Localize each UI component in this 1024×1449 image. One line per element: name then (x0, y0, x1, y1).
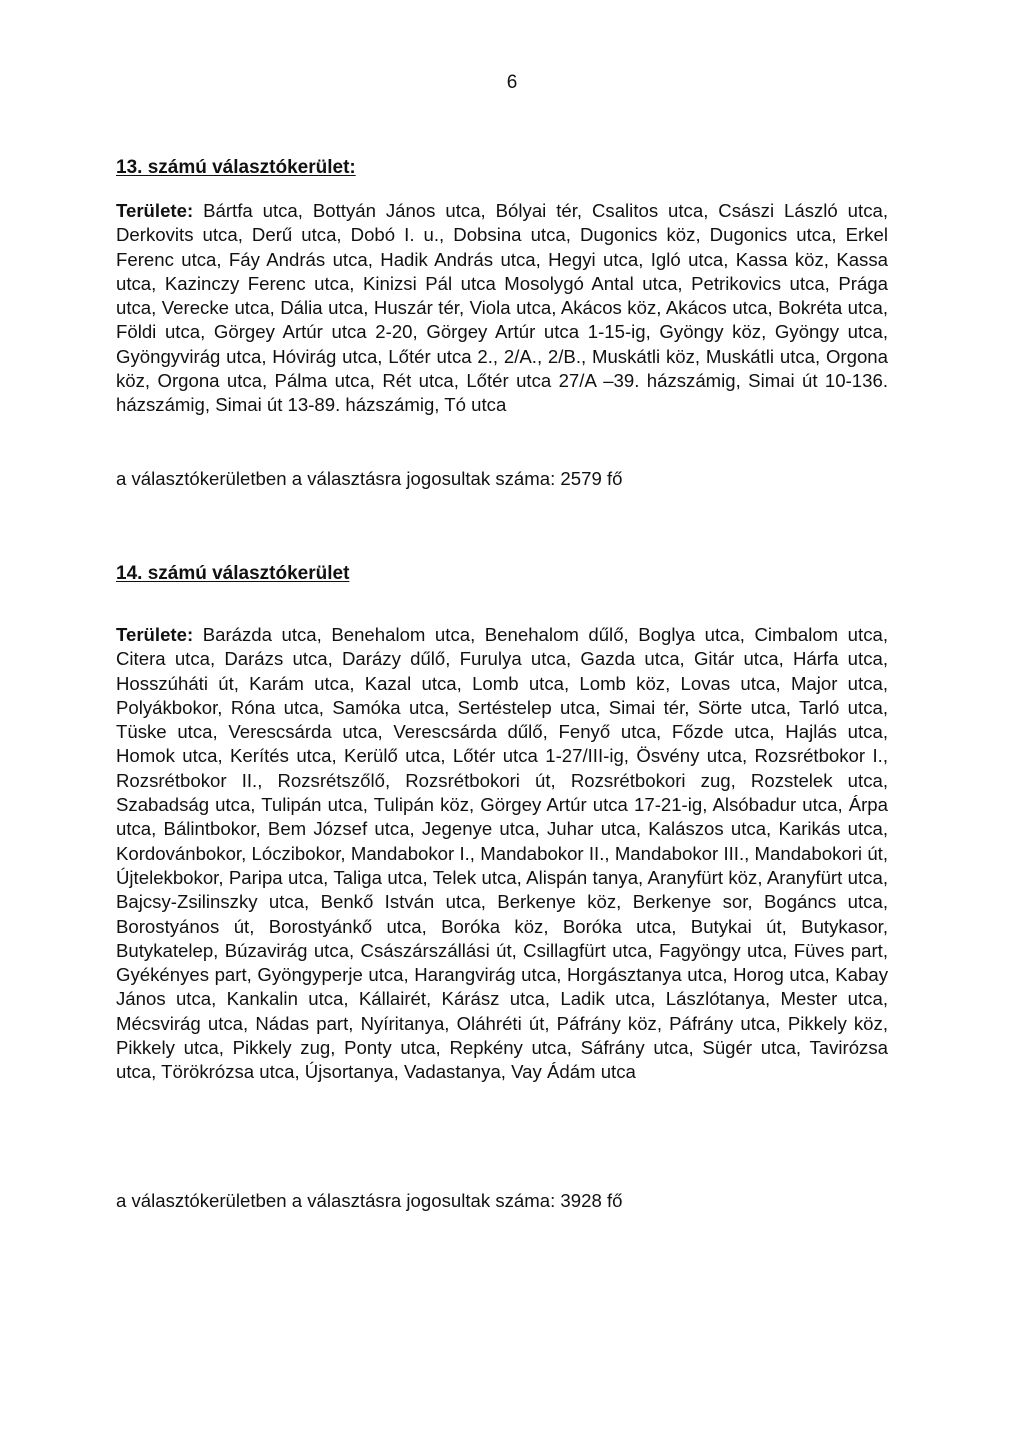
area-streets: Barázda utca, Benehalom utca, Benehalom dűlő, Boglya utca, Cimbalom utca, Citera utca, Darázs utca, Darázy dűlő, Furulya utca, Gazda utca, Gitár utca, Hárfa utca, Hosszúháti út, Karám utca, Kazal utca, Lomb utca, Lomb köz, Lovas utca, Major utca, Polyákbokor, Róna utca, Samóka utca, Sertéstelep utca, Simai tér, Sörte utca, Tarló utca, Tüske utca, Verescsárda utca, Verescsárda dűlő, Fenyő utca, Főzde utca, Hajlás utca, Homok utca, Kerítés utca, Kerülő utca, Lőtér utca 1-27/III-ig, Ösvény utca, Rozsrétbokor I., Rozsrétbokor II., Rozsrétszőlő, Rozsrétbokori út, Rozsrétbokori zug, Rozstelek utca, Szabadság utca, Tulipán utca, Tulipán köz, Görgey Artúr utca 17-21-ig, Alsóbadur utca, Árpa utca, Bálintbokor, Bem József utca, Jegenye utca, Juhar utca, Kalászos utca, Karikás utca, Kordovánbokor, Lóczibokor, Mandabokor I., Mandabokor II., Mandabokor III., Mandabokori út, Újtelekbokor, Paripa utca, Taliga utca, Telek utca, Alispán tanya, Aranyfürt köz, Aranyfürt utca, Bajcsy-Zsilinszky utca, Benkő István utca, Berkenye köz, Berkenye sor, Bogáncs utca, Borostyános út, Borostyánkő utca, Boróka köz, Boróka utca, Butykai út, Butykasor, Butykatelep, Búzavirág utca, Császárszállási út, Csillagfürt utca, Fagyöngy utca, Füves part, Gyékényes part, Gyöngyperje utca, Harangvirág utca, Horgásztanya utca, Horog utca, Kabay János utca, Kankalin utca, Kállairét, Kárász utca, Ladik utca, Lászlótanya, Mester utca, Mécsvirág utca, Nádas part, Nyíritanya, Oláhréti út, Páfrány köz, Páfrány utca, Pikkely köz, Pikkely utca, Pikkely zug, Ponty utca, Repkény utca, Sáfrány utca, Sügér utca, Tavirózsa utca, Törökrózsa utca, Újsortanya, Vadastanya, Vay Ádám utca (116, 624, 888, 1083)
eligible-voters-count: a választókerületben a választásra jogosultak száma: 2579 fő (116, 468, 623, 489)
district-heading: 13. számú választókerület: (116, 157, 356, 178)
area-label: Területe: (116, 624, 194, 645)
district-heading: 14. számú választókerület (116, 563, 350, 584)
district-area (116, 199, 888, 418)
area-streets: Bártfa utca, Bottyán János utca, Bólyai tér, Csalitos utca, Császi László utca, Derkovits utca, Derű utca, Dobó I. u., Dobsina utca, Dugonics köz, Dugonics utca, Erkel Ferenc utca, Fáy András utca, Hadik András utca, Hegyi utca, Igló utca, Kassa köz, Kassa utca, Kazinczy Ferenc utca, Kinizsi Pál utca Mosolygó Antal utca, Petrikovics utca, Prága utca, Verecke utca, Dália utca, Huszár tér, Viola utca, Akácos köz, Akácos utca, Bokréta utca, Földi utca, Görgey Artúr utca 2-20, Görgey Artúr utca 1-15-ig, Gyöngy köz, Gyöngy utca, Gyöngyvirág utca, Hóvirág utca, Lőtér utca 2., 2/A., 2/B., Muskátli köz, Muskátli utca, Orgona köz, Orgona utca, Pálma utca, Rét utca, Lőtér utca 27/A –39. házszámig, Simai út 10-136. házszámig, Simai út 13-89. házszámig, Tó utca (116, 200, 888, 416)
eligible-voters-count: a választókerületben a választásra jogosultak száma: 3928 fő (116, 1190, 623, 1211)
area-label: Területe: (116, 200, 194, 221)
page-number: 6 (506, 72, 518, 93)
district-area (116, 623, 888, 1085)
